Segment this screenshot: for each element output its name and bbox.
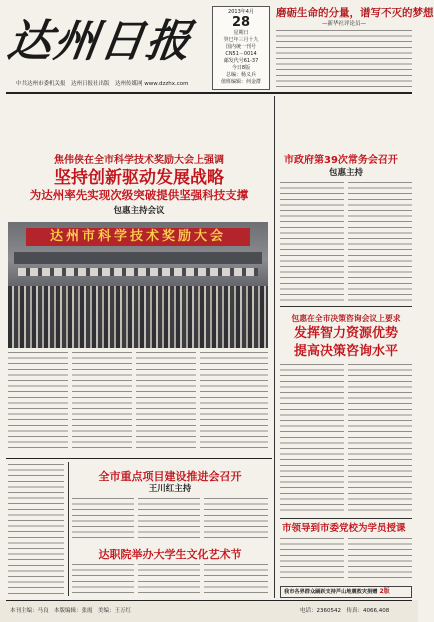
footer-rule xyxy=(6,600,412,601)
right-story-1-headline[interactable]: 市政府第39次常务会召开 xyxy=(284,155,398,166)
footer-contact: 电话：2360542 传真：4066,408 xyxy=(300,608,390,614)
masthead-logo: 达州日报 xyxy=(4,16,196,67)
mid-story-1-col-1 xyxy=(72,498,134,542)
right-story-2-col-1 xyxy=(280,364,344,514)
top-editorial-body xyxy=(276,30,412,88)
mid-story-2-col-2 xyxy=(138,564,200,594)
lead-body-col-2 xyxy=(72,352,132,452)
right-column-rule xyxy=(274,96,275,598)
issue-cn-number: CN51－0014 xyxy=(225,51,257,57)
mid-story-1-byline: 王川红主持 xyxy=(148,484,192,494)
photo-audience xyxy=(8,286,268,348)
photo-banner: 达州市科学技术奖励大会 xyxy=(26,228,250,246)
mid-story-1-col-2 xyxy=(138,498,200,542)
mid-story-2-headline[interactable]: 达职院举办大学生文化艺术节 xyxy=(98,548,242,561)
top-editorial xyxy=(276,6,434,90)
lead-body-col-3 xyxy=(136,352,196,452)
photo-rostrum xyxy=(18,268,258,276)
left-brief-column xyxy=(8,464,64,594)
right-story-3-col-2 xyxy=(348,538,412,582)
mid-story-2-col-3 xyxy=(204,564,268,594)
footer-editors: 本刊主编：马良 本版编辑：张霞 美编：王万红 xyxy=(10,608,132,614)
issue-year-month: 2013年4月 xyxy=(228,9,254,15)
right-story-3-col-1 xyxy=(280,538,344,582)
issue-serial-label: 国内统一刊号 xyxy=(225,44,256,50)
page-2-teaser[interactable] xyxy=(280,586,412,598)
lead-photo xyxy=(8,222,268,348)
right-story-2-headline-1[interactable]: 发挥智力资源优势 xyxy=(293,326,398,341)
right-story-2-kicker: 包惠在全市决策咨询会议上要求 xyxy=(291,314,401,323)
left-column-rule xyxy=(68,462,69,596)
top-editorial-source: —新华社评论员— xyxy=(321,21,366,27)
mid-story-1-headline[interactable]: 全市重点项目建设推进会召开 xyxy=(98,470,242,483)
lead-body-col-4 xyxy=(200,352,268,452)
issue-postal-code: 邮发代号61-37 xyxy=(223,58,259,64)
issue-page-count: 今日8版 xyxy=(231,65,251,71)
section-rule xyxy=(6,458,272,459)
right-story-2-col-2 xyxy=(348,364,412,514)
issue-weekday: 星期日 xyxy=(233,30,249,36)
lead-headline-2[interactable]: 为达州率先实现次级突破提供坚强科技支撑 xyxy=(29,188,249,202)
page-2-teaser-text: 我市各界群众踊跃支持芦山地震救灾捐赠 xyxy=(284,589,378,595)
lead-kicker: 焦伟侠在全市科学技术奖励大会上强调 xyxy=(54,155,224,166)
lead-byline: 包惠主持会议 xyxy=(113,206,165,216)
right-story-3-headline[interactable]: 市领导到市委党校为学员授课 xyxy=(282,523,406,534)
issue-lunar-date: 癸巳年三月十九 xyxy=(223,37,259,43)
issue-chief-editor: 总编：杨义兵 xyxy=(225,72,256,78)
right-story-1-col-2 xyxy=(348,182,412,302)
lead-body-col-1 xyxy=(8,352,68,452)
right-story-2-rule xyxy=(280,306,412,307)
lead-headline-1[interactable]: 坚持创新驱动发展战略 xyxy=(54,168,224,188)
issue-info-box xyxy=(212,6,270,90)
issue-day: 28 xyxy=(231,15,251,30)
right-story-2-headline-2[interactable]: 提高决策咨询水平 xyxy=(293,344,398,359)
top-editorial-headline[interactable]: 磨砺生命的分量，谱写不灭的梦想 xyxy=(276,7,434,19)
right-story-3-rule xyxy=(280,518,412,519)
issue-duty-editor: 值班编辑：何金群 xyxy=(220,79,261,85)
right-story-1-byline: 包惠主持 xyxy=(328,168,363,178)
sponsor-line: 中共达州市委机关报 达州日报社出版 达州传媒网 www.dzzhx.com xyxy=(16,81,189,87)
mid-story-2-col-1 xyxy=(72,564,134,594)
mid-story-1-col-3 xyxy=(204,498,268,542)
masthead-rule xyxy=(6,92,412,94)
right-story-1-col-1 xyxy=(280,182,344,302)
page-2-teaser-page: 2版 xyxy=(379,588,390,595)
page-footer xyxy=(0,600,418,622)
photo-stage xyxy=(14,252,262,264)
